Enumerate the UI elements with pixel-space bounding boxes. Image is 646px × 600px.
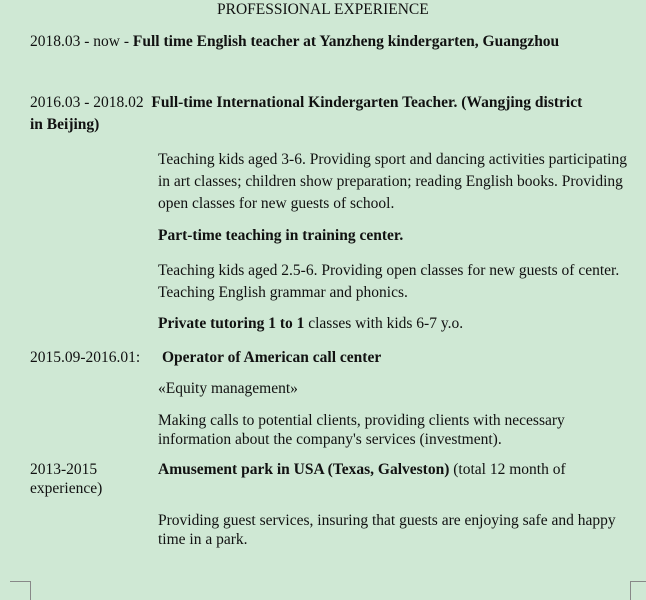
entry-3-description: Making calls to potential clients, providing clients with necessary information about the company's services (investment).	[158, 412, 565, 448]
entry-2-subtitle: Part-time teaching in training center.	[158, 227, 404, 244]
entry-2-header	[30, 94, 582, 112]
entry-4-date-line1: 2013-2015	[30, 461, 98, 478]
entry-3-title: Operator of American call center	[162, 349, 382, 366]
entry-4-date-line2: experience)	[30, 480, 103, 497]
entry-2-title-line1: Full-time International Kindergarten Teacher. (Wangjing district	[151, 94, 583, 111]
entry-2-tutoring: Private tutoring 1 to 1 classes with kids 6-7 y.o.	[158, 315, 464, 332]
entry-3-date: 2015.09-2016.01:	[30, 349, 141, 366]
page-corner-mark-left	[10, 581, 31, 600]
entry-3-header	[30, 349, 140, 367]
section-heading: PROFESSIONAL EXPERIENCE	[217, 1, 429, 18]
entry-3-company: «Equity management»	[158, 380, 298, 397]
entry-1-title: Full time English teacher at Yanzheng kindergarten, Guangzhou	[132, 33, 560, 50]
entry-2-description-2: Teaching kids aged 2.5-6. Providing open classes for new guests of center. Teaching English grammar and phonics.	[158, 262, 620, 301]
page-corner-mark-right	[630, 581, 646, 600]
entry-2-description: Teaching kids aged 3-6. Providing sport and dancing activities participating in art classes; children show preparation; reading English books. Providing open classes for new guests of school.	[158, 151, 627, 212]
entry-1-date: 2018.03 - now -	[30, 33, 133, 50]
entry-2-title-line2: in Beijing)	[30, 116, 100, 133]
entry-4-description: Providing guest services, insuring that guests are enjoying safe and happy time in a park.	[158, 512, 616, 548]
entry-4-title: Amusement park in USA (Texas, Galveston) (total 12 month of	[158, 461, 566, 478]
entry-2-date: 2016.03 - 2018.02	[30, 94, 144, 111]
entry-1	[30, 33, 559, 51]
